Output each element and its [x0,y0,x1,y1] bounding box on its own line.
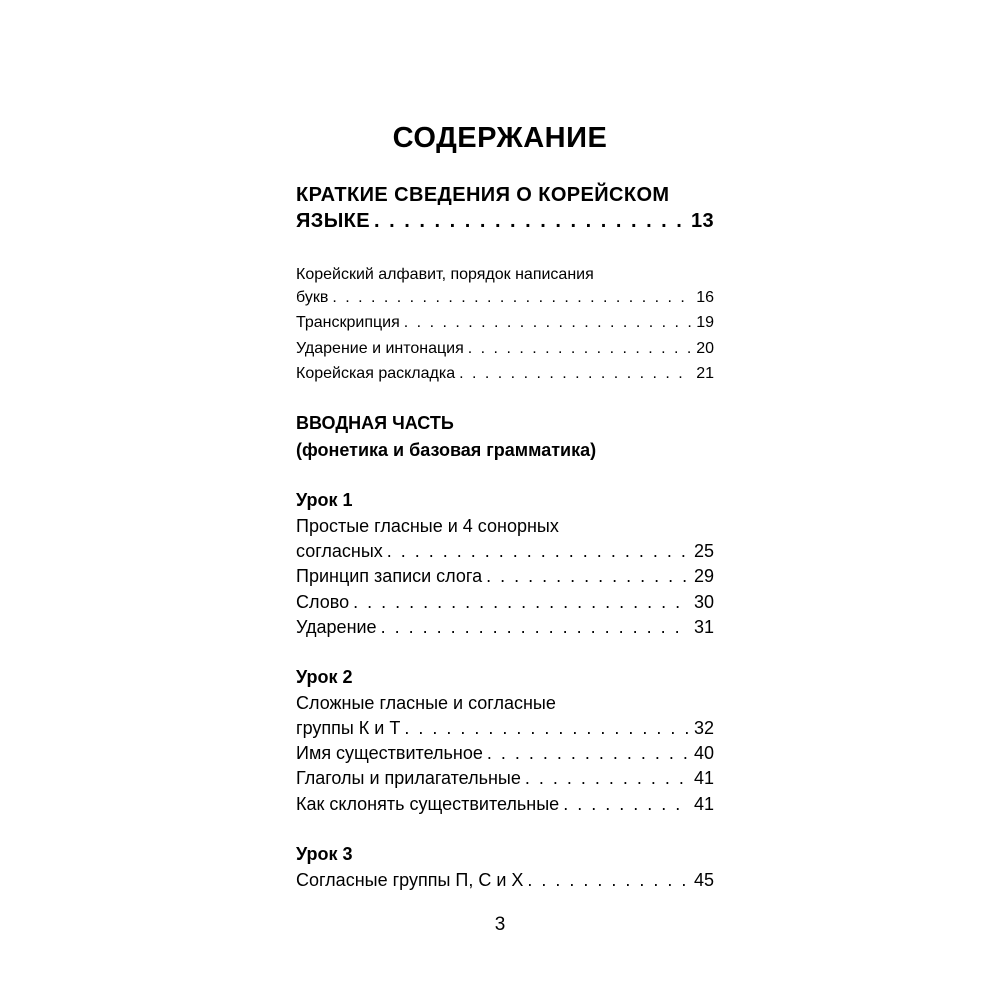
dot-leader [381,617,690,638]
toc-entry-page: 25 [693,541,714,561]
dot-leader [486,566,690,587]
toc-entry-title: Как склонять существительные [296,794,560,814]
toc-entry-title: Слово [296,592,350,612]
toc-entry[interactable] [296,794,714,815]
dot-leader [487,743,690,764]
page-number: 3 [494,914,506,935]
toc-entry-title: ЯЗЫКЕ [296,210,371,232]
toc-entry[interactable] [296,718,714,739]
toc-entry-page: 21 [696,365,714,382]
toc-entry[interactable] [296,314,714,332]
toc-entry-line1: Сложные гласные и согласные [296,693,556,713]
toc-entry-title: Согласные группы П, С и Х [296,870,524,890]
section-title-line1: ВВОДНАЯ ЧАСТЬ [296,413,454,433]
dot-leader [353,592,690,613]
toc-entry-line1: Простые гласные и 4 сонорных [296,516,559,536]
dot-leader [404,718,690,739]
toc-entry-title: Имя существительное [296,743,483,763]
toc-entry[interactable] [296,340,714,358]
toc-entry-title: Принцип записи слога [296,566,483,586]
section-title-line2: (фонетика и базовая грамматика) [296,440,597,460]
dot-leader [332,289,692,307]
toc-entry-page: 32 [693,718,714,738]
toc-entry-title: букв [296,289,329,306]
lesson-title: Урок 2 [296,667,353,687]
toc-entry-title: Корейская раскладка [296,365,456,382]
toc-entry-page: 40 [693,743,714,763]
toc-entry-page: 20 [696,340,714,357]
toc-entry-line1: Корейский алфавит, порядок написания [296,266,594,283]
toc-entry-title: Транскрипция [296,314,400,331]
toc-entry-page: 41 [693,794,714,814]
toc-entry-page: 45 [693,870,714,890]
lesson-title: Урок 1 [296,490,353,510]
dot-leader [525,768,690,789]
dot-leader [527,870,690,891]
toc-entry-page: 31 [693,617,714,637]
contents-heading: СОДЕРЖАНИЕ [392,122,608,154]
toc-entry-page: 29 [693,566,714,586]
dot-leader [459,365,692,383]
dot-leader [468,340,692,358]
dot-leader [404,314,692,332]
toc-entry[interactable] [296,743,714,764]
toc-entry-intro-title[interactable] [296,210,714,233]
toc-entry[interactable] [296,541,714,562]
toc-entry[interactable] [296,768,714,789]
toc-entry-page: 41 [693,768,714,788]
dot-leader [374,210,687,233]
toc-entry[interactable] [296,289,714,307]
lesson-title: Урок 3 [296,844,353,864]
toc-entry-title: Ударение [296,617,377,637]
toc-entry-page: 30 [693,592,714,612]
toc-entry-page: 19 [696,314,714,331]
toc-entry[interactable] [296,566,714,587]
toc-entry[interactable] [296,365,714,383]
toc-entry-title: согласных [296,541,383,561]
toc-column [296,0,714,1000]
toc-entry-title: Ударение и интонация [296,340,464,357]
toc-entry-page: 13 [690,210,714,232]
section-title-intro-line1: КРАТКИЕ СВЕДЕНИЯ О КОРЕЙСКОМ [296,184,670,206]
toc-entry-title: группы К и Т [296,718,401,738]
dot-leader [387,541,690,562]
toc-entry[interactable] [296,870,714,891]
toc-entry[interactable] [296,592,714,613]
toc-entry[interactable] [296,617,714,638]
toc-entry-page: 16 [696,289,714,306]
dot-leader [563,794,690,815]
toc-entry-title: Глаголы и прилагательные [296,768,521,788]
